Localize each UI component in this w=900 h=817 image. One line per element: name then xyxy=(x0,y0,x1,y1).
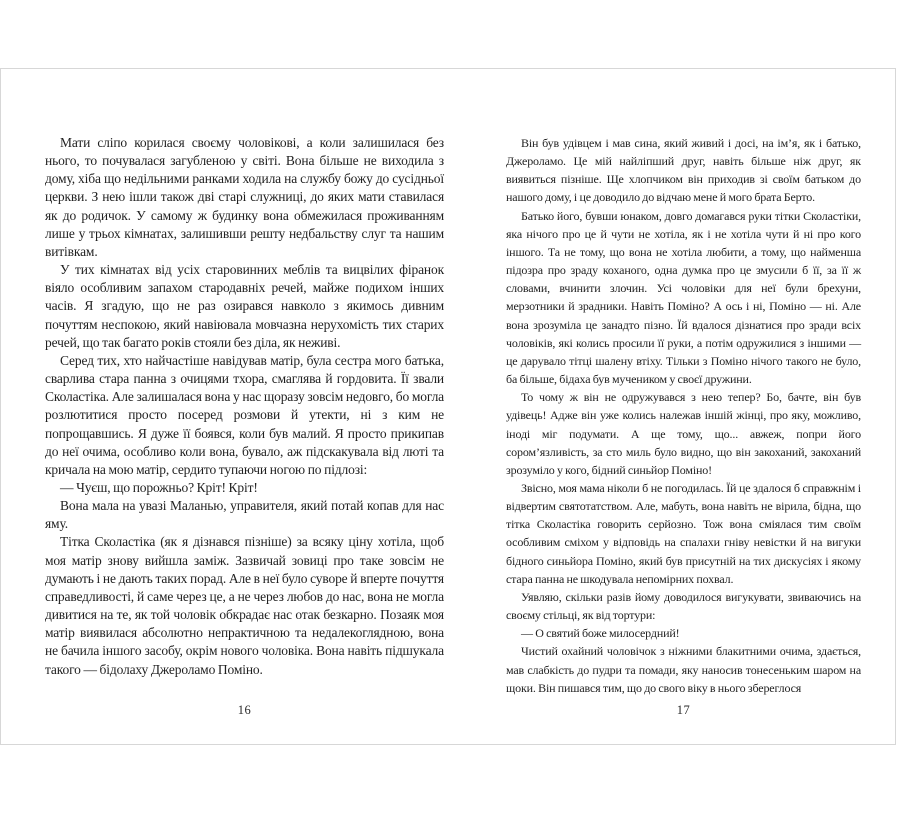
paragraph: Тітка Сколастіка (як я дізнався пізніше) за всяку ціну хотіла, щоб моя матір знову вийшла заміж. Зазвичай зовиці про таке зовсім не думають і не дають таких порад. Але в неї було суворе й вперте почуття справедливості, й саме через це, а не через любов до нас, вона не могла дивитися на те, як той чоловік обкрадає нас отак безкарно. Позаяк моя матір виявилася абсолютно непрактичною та недалекоглядною, вона не бачила іншого засобу, окрім нового чоловіка. Вона навіть підшукала такого — бідолаху Джероламо Поміно. xyxy=(45,534,444,677)
paragraph: Мати сліпо корилася своєму чоловікові, а коли залишилася без нього, то почувалася загубленою у світі. Вона більше не виходила з дому, хіба що недільними ранками ходила на службу божу до сусідньої церкви. З нею ішли також дві старі служниці, до яких мати ставилася як до родичок. У самому ж будинку вона обмежилася проживанням лише у трьох кімнатах, залишивши решту недбальству слуг та нашим витівкам. xyxy=(45,135,444,259)
paragraph: Серед тих, хто найчастіше навідував матір, була сестра мого батька, сварлива стара панна з очицями тхора, смаглява й гордовита. Її звали Сколастіка. Але залишалася вона у нас щоразу зовсім недовго, бо могла розлютитися просто посеред розмови й утекти, ні з ким не попрощавшись. Я дуже її боявся, коли був малий. Я просто прикипав до неї очима, особливо коли вона, бувало, аж підскакувала від люті та кричала на мою матір, сердито тупаючи ногою по підлозі: xyxy=(45,352,444,477)
paragraph: Він був удівцем і мав сина, який живий і досі, на ім’я, як і батько, Джероламо. Це мій найліпший друг, навіть більше ніж друг, як виявиться пізніше. Ще хлопчиком він приходив зі своїм батьком до нашого дому, і це доводило до відчаю мене й мого брата Берто. xyxy=(506,136,861,205)
page-number-right: 17 xyxy=(676,703,691,717)
paragraph: Батько його, бувши юнаком, довго домагався руки тітки Сколастіки, яка нічого про це й чути не хотіла, як і не хотіла чути й ні про кого іншого. Та не тому, що вона не хотіла любити, а тому, що найменша підозра про зраду коханого, одна думка про це змусили б її, за її ж словами, вчинити злочин. Усі чоловіки для неї були брехуни, мерзотники й зрадники. Навіть Поміно? А ось і ні, Поміно — ні. Але вона зрозуміла це занадто пізно. Їй вдалося дізнатися про зради всіх чоловіків, які колись просили її руки, а потім одружилися з іншими — це дарувало тітці шалену втіху. Тільки з Поміно нічого такого не було, ба більше, бідаха був мучеником у своєї дружини. xyxy=(506,208,861,387)
page-right-text xyxy=(506,134,861,697)
paragraph: У тих кімнатах від усіх старовинних меблів та вицвілих фіранок віяло особливим запахом стародавніх речей, майже подихом інших часів. Я згадую, що не раз озирався навколо з якимось дивним почуттям неспокою, який навіювала мовчазна нерухомість тих старих речей, що так багато років стояли без діла, як неживі. xyxy=(45,262,444,350)
dialogue-line: — Чуєш, що порожньо? Кріт! Кріт! xyxy=(60,479,258,495)
paragraph: То чому ж він не одружувався з нею тепер? Бо, бачте, він був удівець! Адже він уже колись належав іншій жінці, про яку, можливо, іноді міг подумати. А ще тому, що... авжеж, попри його сором’язливість, за сто миль було видно, що він закоханий, закоханий зрозуміло у кого, бідний синьйор Поміно! xyxy=(506,390,861,477)
dialogue-line: — О святий боже милосердний! xyxy=(521,626,680,641)
page-left-text xyxy=(45,134,444,679)
paragraph: Вона мала на увазі Маланью, управителя, який потай копав для нас яму. xyxy=(45,498,444,532)
book-spread xyxy=(0,68,896,745)
page-right xyxy=(506,134,861,724)
paragraph: Чистий охайний чоловічок з ніжними блакитними очима, здається, мав слабкість до пудри та помади, яку наносив тонесеньким шаром на щоки. Він пишався тим, що до свого віку в нього збереглося xyxy=(506,644,861,695)
page-left xyxy=(45,134,444,724)
paragraph: Звісно, моя мама ніколи б не погодилась. Їй це здалося б справжнім і відвертим святотатством. Але, мабуть, вона навіть не вірила, бідна, що тітка Сколастіка говорить серйозно. Тож вона сміялася тим своїм особливим сміхом у відповідь на спалахи гніву невістки й на вигуки бідного синьйора Поміно, який був присутній на тих дискусіях і якому стара панна не шкодувала непомірних похвал. xyxy=(506,480,861,586)
page-number-left: 16 xyxy=(237,703,252,717)
paragraph: Уявляю, скільки разів йому доводилося вигукувати, звиваючись на своєму стільці, як від тортури: xyxy=(506,589,861,623)
